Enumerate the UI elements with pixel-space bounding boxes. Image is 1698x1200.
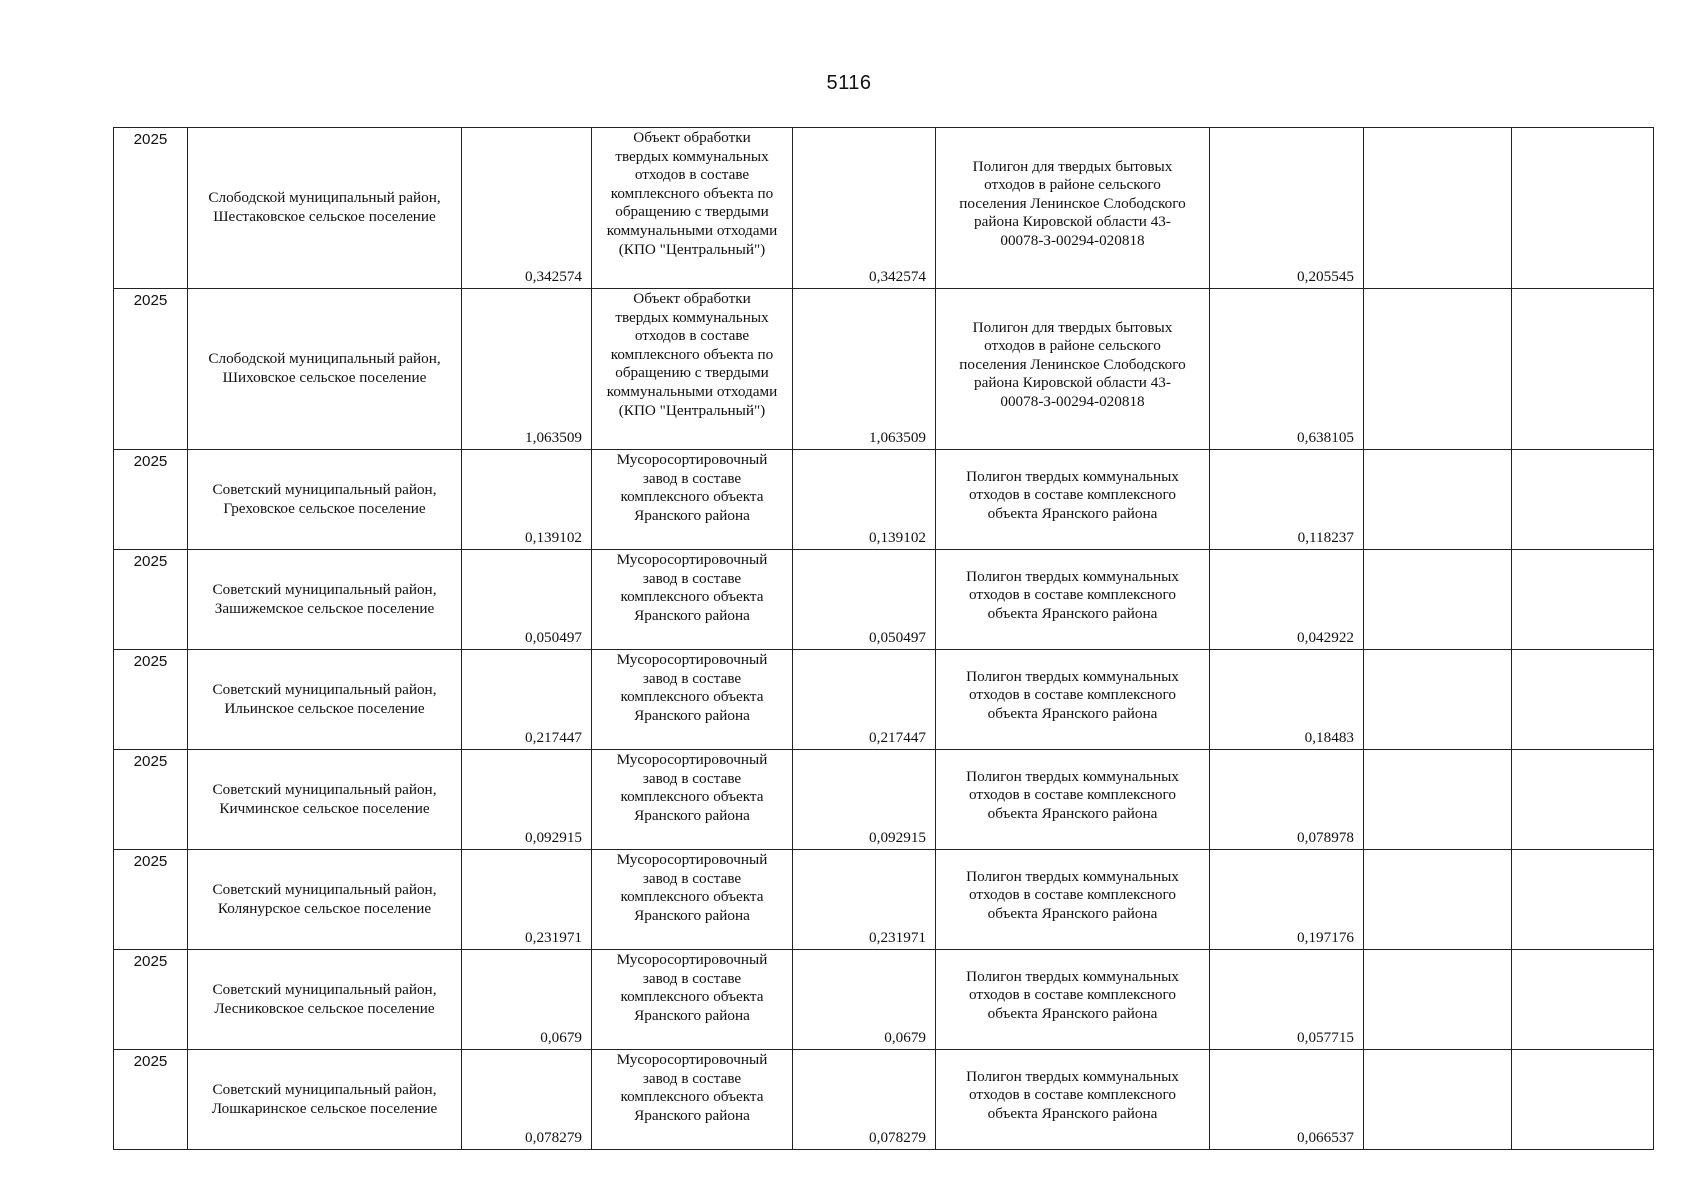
table-row: [114, 1050, 1654, 1150]
empty-cell: [1512, 550, 1654, 650]
empty-cell: [1512, 750, 1654, 850]
landfill-cell: Полигон для твердых бытовых отходов в районе сельского поселения Ленинское Слободского района Кировской области 43-00078-З-00294-020818: [936, 128, 1210, 289]
landfill-volume-cell: 0,197176: [1210, 850, 1364, 950]
landfill-cell: Полигон для твердых бытовых отходов в районе сельского поселения Ленинское Слободского района Кировской области 43-00078-З-00294-020818: [936, 289, 1210, 450]
processing-volume-cell: 0,217447: [793, 650, 936, 750]
processing-object-cell: Объект обработки твердых коммунальных отходов в составе комплексного объекта по обращению с твердыми коммунальными отходами (КПО "Центральный"): [592, 128, 793, 289]
empty-cell: [1364, 750, 1512, 850]
year-cell: 2025: [114, 750, 188, 850]
empty-cell: [1512, 850, 1654, 950]
processing-volume-cell: 0,0679: [793, 950, 936, 1050]
empty-cell: [1364, 950, 1512, 1050]
processing-volume-cell: 0,050497: [793, 550, 936, 650]
empty-cell: [1512, 450, 1654, 550]
volume-cell: 0,342574: [462, 128, 592, 289]
empty-cell: [1364, 450, 1512, 550]
landfill-cell: Полигон твердых коммунальных отходов в составе комплексного объекта Яранского района: [936, 650, 1210, 750]
volume-cell: 0,0679: [462, 950, 592, 1050]
table-row: [114, 750, 1654, 850]
landfill-volume-cell: 0,118237: [1210, 450, 1364, 550]
processing-object-cell: Мусоросортировочный завод в составе комплексного объекта Яранского района: [592, 650, 793, 750]
landfill-cell: Полигон твердых коммунальных отходов в составе комплексного объекта Яранского района: [936, 850, 1210, 950]
empty-cell: [1364, 850, 1512, 950]
processing-object-cell: Мусоросортировочный завод в составе комплексного объекта Яранского района: [592, 550, 793, 650]
processing-object-cell: Объект обработки твердых коммунальных отходов в составе комплексного объекта по обращению с твердыми коммунальными отходами (КПО "Центральный"): [592, 289, 793, 450]
empty-cell: [1512, 128, 1654, 289]
processing-volume-cell: 0,342574: [793, 128, 936, 289]
municipality-cell: Советский муниципальный район, Ильинское сельское поселение: [188, 650, 462, 750]
volume-cell: 0,139102: [462, 450, 592, 550]
landfill-volume-cell: 0,638105: [1210, 289, 1364, 450]
empty-cell: [1512, 1050, 1654, 1150]
year-cell: 2025: [114, 289, 188, 450]
municipality-cell: Советский муниципальный район, Лошкаринское сельское поселение: [188, 1050, 462, 1150]
year-cell: 2025: [114, 850, 188, 950]
landfill-volume-cell: 0,057715: [1210, 950, 1364, 1050]
landfill-volume-cell: 0,042922: [1210, 550, 1364, 650]
municipality-cell: Слободской муниципальный район, Шиховское сельское поселение: [188, 289, 462, 450]
municipality-cell: Советский муниципальный район, Колянурское сельское поселение: [188, 850, 462, 950]
table-body: [114, 128, 1654, 1150]
volume-cell: 0,050497: [462, 550, 592, 650]
municipality-cell: Советский муниципальный район, Зашижемское сельское поселение: [188, 550, 462, 650]
table-row: [114, 650, 1654, 750]
volume-cell: 0,231971: [462, 850, 592, 950]
processing-object-cell: Мусоросортировочный завод в составе комплексного объекта Яранского района: [592, 450, 793, 550]
empty-cell: [1364, 289, 1512, 450]
landfill-volume-cell: 0,205545: [1210, 128, 1364, 289]
landfill-volume-cell: 0,18483: [1210, 650, 1364, 750]
year-cell: 2025: [114, 550, 188, 650]
volume-cell: 0,217447: [462, 650, 592, 750]
volume-cell: 0,078279: [462, 1050, 592, 1150]
municipality-cell: Советский муниципальный район, Лесниковское сельское поселение: [188, 950, 462, 1050]
waste-flow-table: [113, 127, 1654, 1150]
year-cell: 2025: [114, 128, 188, 289]
year-cell: 2025: [114, 1050, 188, 1150]
empty-cell: [1364, 550, 1512, 650]
landfill-volume-cell: 0,078978: [1210, 750, 1364, 850]
landfill-cell: Полигон твердых коммунальных отходов в составе комплексного объекта Яранского района: [936, 450, 1210, 550]
landfill-volume-cell: 0,066537: [1210, 1050, 1364, 1150]
empty-cell: [1364, 1050, 1512, 1150]
volume-cell: 1,063509: [462, 289, 592, 450]
table-row: [114, 850, 1654, 950]
empty-cell: [1364, 128, 1512, 289]
landfill-cell: Полигон твердых коммунальных отходов в составе комплексного объекта Яранского района: [936, 550, 1210, 650]
landfill-cell: Полигон твердых коммунальных отходов в составе комплексного объекта Яранского района: [936, 750, 1210, 850]
processing-object-cell: Мусоросортировочный завод в составе комплексного объекта Яранского района: [592, 750, 793, 850]
processing-volume-cell: 0,139102: [793, 450, 936, 550]
volume-cell: 0,092915: [462, 750, 592, 850]
processing-volume-cell: 0,078279: [793, 1050, 936, 1150]
municipality-cell: Советский муниципальный район, Греховское сельское поселение: [188, 450, 462, 550]
table-row: [114, 550, 1654, 650]
year-cell: 2025: [114, 650, 188, 750]
processing-object-cell: Мусоросортировочный завод в составе комплексного объекта Яранского района: [592, 1050, 793, 1150]
processing-volume-cell: 1,063509: [793, 289, 936, 450]
municipality-cell: Советский муниципальный район, Кичминское сельское поселение: [188, 750, 462, 850]
page-number: 5116: [826, 72, 872, 94]
table-row: [114, 950, 1654, 1050]
table-row: [114, 128, 1654, 289]
empty-cell: [1364, 650, 1512, 750]
municipality-cell: Слободской муниципальный район, Шестаковское сельское поселение: [188, 128, 462, 289]
processing-volume-cell: 0,092915: [793, 750, 936, 850]
empty-cell: [1512, 950, 1654, 1050]
processing-object-cell: Мусоросортировочный завод в составе комплексного объекта Яранского района: [592, 850, 793, 950]
landfill-cell: Полигон твердых коммунальных отходов в составе комплексного объекта Яранского района: [936, 1050, 1210, 1150]
landfill-cell: Полигон твердых коммунальных отходов в составе комплексного объекта Яранского района: [936, 950, 1210, 1050]
empty-cell: [1512, 650, 1654, 750]
empty-cell: [1512, 289, 1654, 450]
year-cell: 2025: [114, 950, 188, 1050]
processing-object-cell: Мусоросортировочный завод в составе комплексного объекта Яранского района: [592, 950, 793, 1050]
year-cell: 2025: [114, 450, 188, 550]
table-row: [114, 289, 1654, 450]
processing-volume-cell: 0,231971: [793, 850, 936, 950]
table-row: [114, 450, 1654, 550]
